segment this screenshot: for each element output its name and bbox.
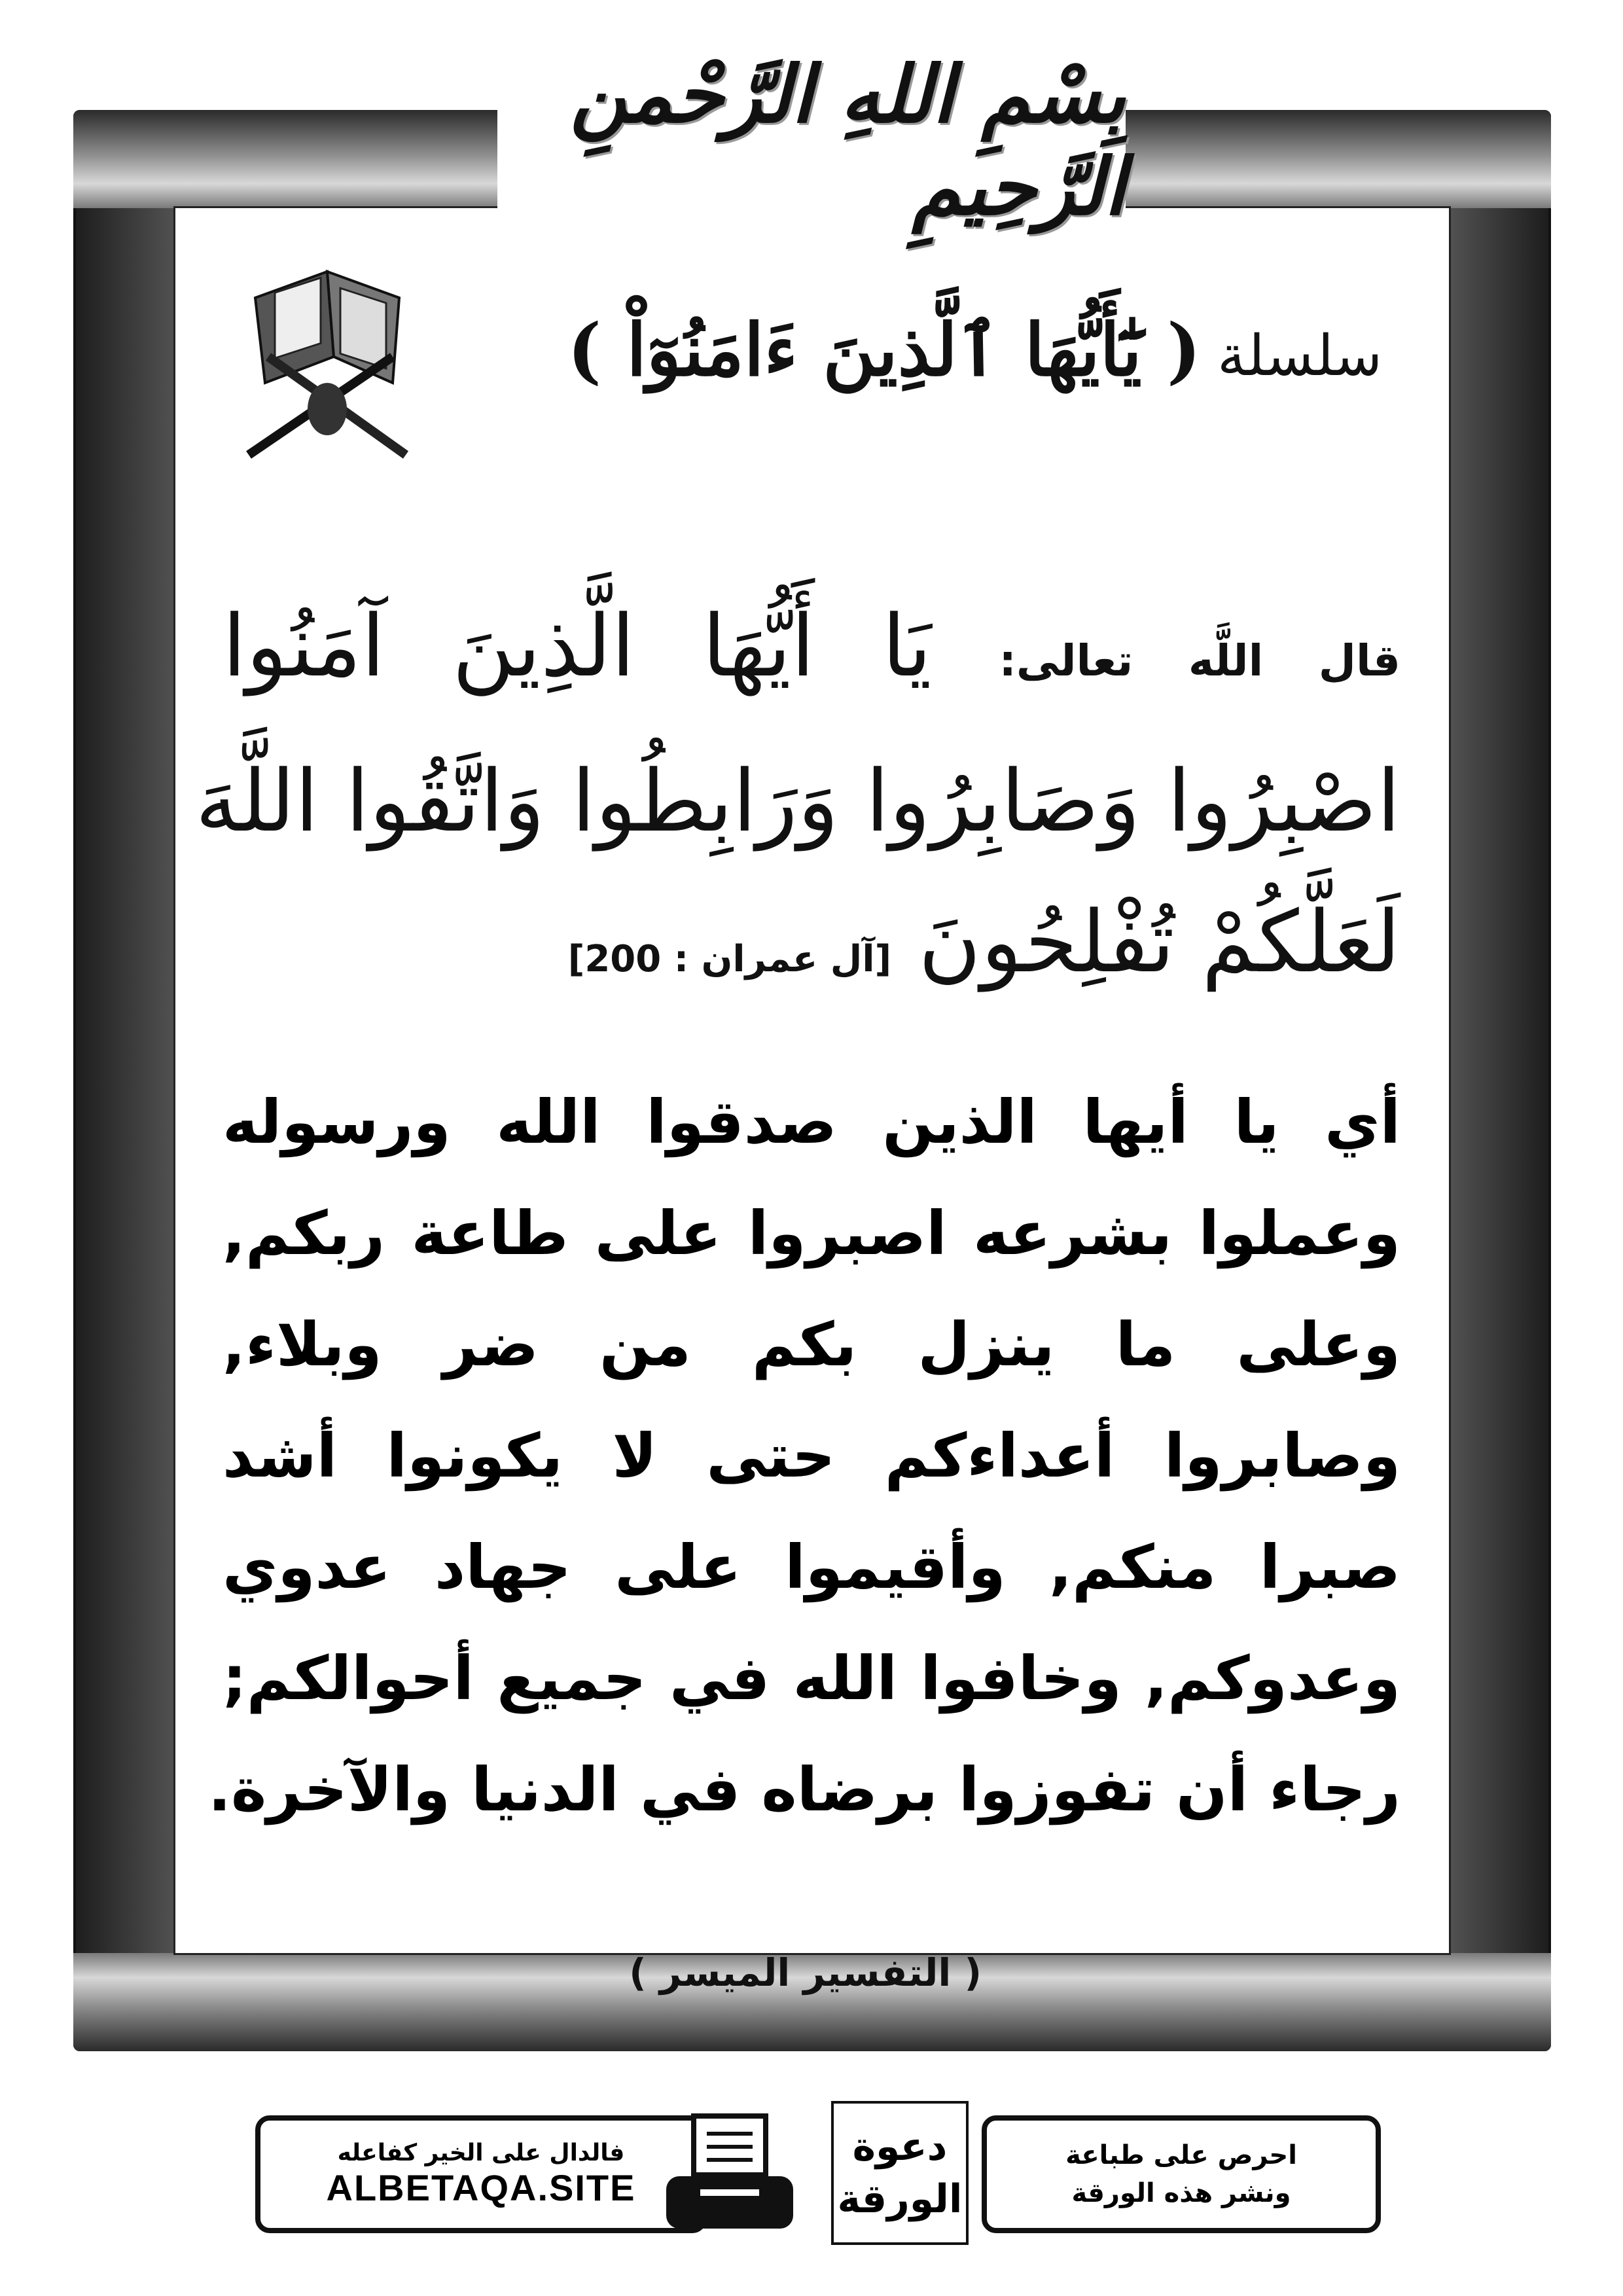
logo-line-2: الورقة	[837, 2176, 963, 2222]
basmala-banner	[497, 48, 1126, 233]
verse-text-1: يَا أَيُّهَا الَّذِينَ آمَنُوا	[223, 596, 932, 696]
tafsir-line: رجاء أن تفوزوا برضاه في الدنيا والآخرة.	[208, 1755, 1400, 1825]
printer-icon	[661, 2111, 798, 2235]
verse-reference: [آل عمران : 200]	[567, 938, 892, 980]
tafsir-line: أي يا أيها الذين صدقوا الله ورسوله	[223, 1087, 1400, 1157]
verse-intro: قال اللَّه تعالى:	[999, 636, 1401, 686]
tafsir-line: وعلى ما ينزل بكم من ضر وبلاء,	[223, 1310, 1400, 1380]
footer-proverb: فالدال على الخير كفاعله	[337, 2140, 625, 2166]
dawah-logo	[831, 2101, 969, 2245]
series-header	[401, 308, 1382, 439]
verse-line-3	[223, 872, 1400, 1030]
tafsir-line: صبرا منكم, وأقيموا على جهاد عدوي	[223, 1532, 1400, 1602]
logo-line-1: دعوة	[852, 2124, 948, 2170]
verse-line-2: اصْبِرُوا وَصَابِرُوا وَرَابِطُوا وَاتَّقُوا اللَّهَ	[195, 751, 1400, 851]
verse-line-1	[223, 576, 1400, 731]
footer-print-line-1: احرص على طباعة	[1065, 2140, 1297, 2170]
tafsir-text	[208, 1067, 1400, 1846]
basmala-text: بِسْمِ اللهِ الرَّحْمنِ الرَّحِيمِ	[570, 48, 1126, 233]
tafsir-line: وصابروا أعداءكم حتى لا يكونوا أشد	[223, 1421, 1400, 1491]
series-label: سلسلة	[1217, 323, 1382, 389]
quran-verse	[195, 576, 1401, 1030]
tafsir-source: ( التفسير الميسر )	[629, 1950, 982, 1995]
footer-site-box	[255, 2115, 707, 2233]
footer-site-link[interactable]: ALBETAQA.SITE	[326, 2167, 636, 2208]
tafsir-line: وعدوكم, وخافوا الله في جميع أحوالكم;	[223, 1643, 1400, 1713]
series-title: ( يَٰٓأَيُّهَا ٱلَّذِينَ ءَامَنُوٓاْ )	[567, 308, 1202, 392]
verse-text-3: لَعَلَّكُمْ تُفْلِحُونَ	[918, 892, 1400, 992]
footer-print-line-2: ونشر هذه الورقة	[1071, 2178, 1291, 2208]
quran-stand-icon	[229, 259, 425, 475]
tafsir-line: وعملوا بشرعه اصبروا على طاعة ربكم,	[223, 1198, 1400, 1268]
footer-print-box	[982, 2115, 1381, 2233]
